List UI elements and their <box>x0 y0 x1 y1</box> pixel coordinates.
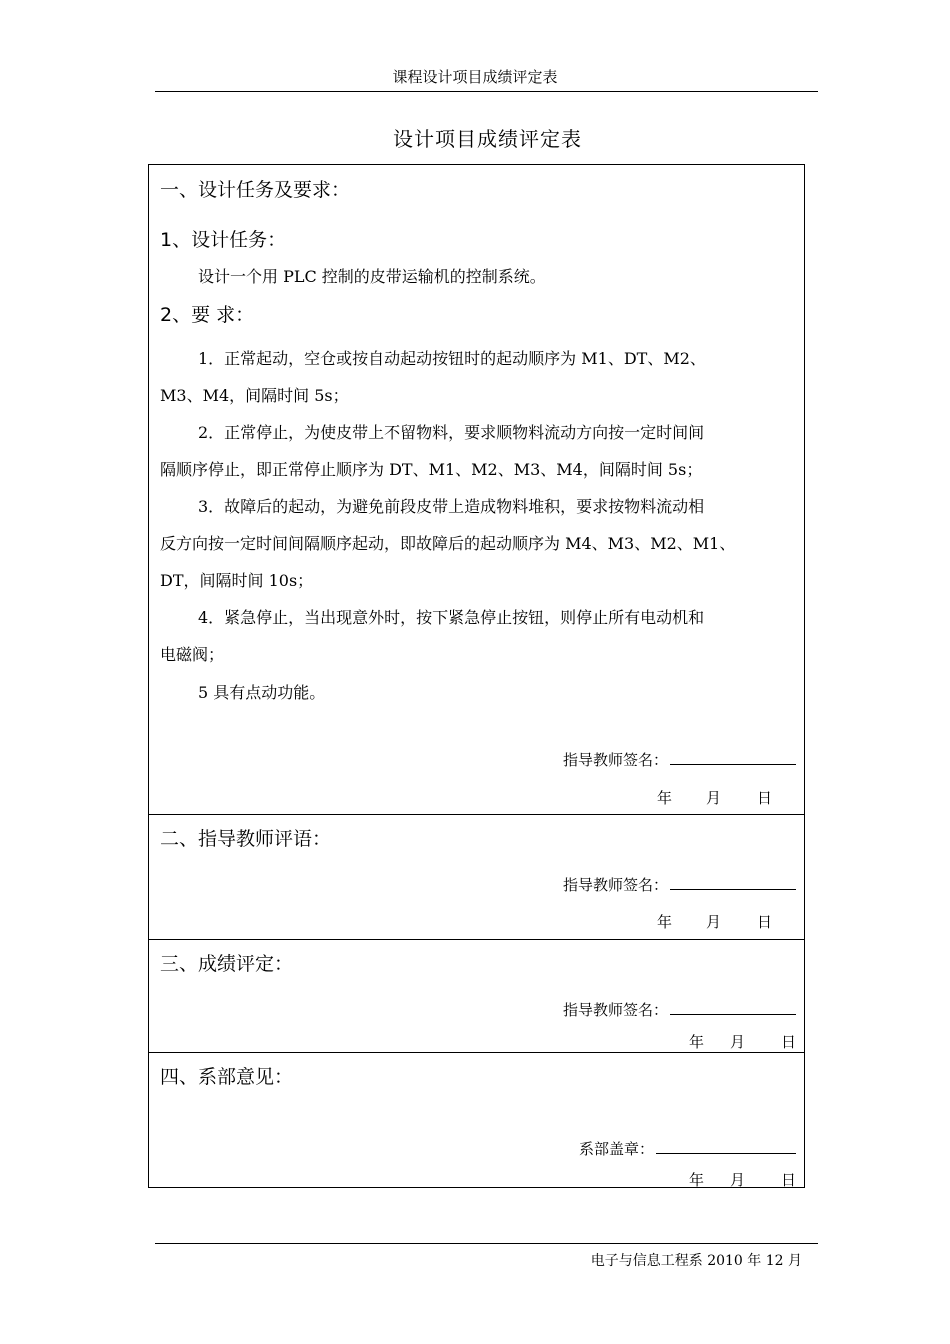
date-day: 日 <box>780 1171 796 1189</box>
date-month: 月 <box>705 913 721 931</box>
req-line-5: 3．故障后的起动，为避免前段皮带上造成物料堆积，要求按物料流动相 <box>198 497 705 516</box>
signature-label: 指导教师签名： <box>562 876 668 894</box>
req-line-10: 5 具有点动功能。 <box>198 683 326 702</box>
req-line-1: 1．正常起动，空仓或按自动起动按钮时的起动顺序为 M1、DT、M2、 <box>198 349 706 368</box>
date-day: 日 <box>756 913 772 931</box>
signature-line[interactable] <box>670 750 796 765</box>
date-month: 月 <box>705 789 721 807</box>
req-line-8: 4．紧急停止，当出现意外时，按下紧急停止按钮，则停止所有电动机和 <box>198 608 705 627</box>
date-row-4 <box>689 1169 796 1190</box>
signature-line[interactable] <box>670 1000 796 1015</box>
date-row-1 <box>657 787 772 808</box>
req-line-2: M3、M4，间隔时间 5s； <box>160 386 349 405</box>
supervisor-signature-1[interactable] <box>563 749 796 770</box>
date-day: 日 <box>780 1033 796 1051</box>
date-year: 年 <box>656 789 672 807</box>
requirements-heading: 2、要 求： <box>160 304 255 326</box>
req-line-9: 电磁阀； <box>160 645 225 664</box>
date-row-3 <box>689 1031 796 1052</box>
req-line-7: DT，间隔时间 10s； <box>160 571 314 590</box>
section-divider <box>149 939 804 940</box>
evaluation-form <box>148 164 805 1188</box>
task-heading: 1、设计任务： <box>160 229 287 251</box>
date-year: 年 <box>688 1171 704 1189</box>
req-line-4: 隔顺序停止，即正常停止顺序为 DT、M1、M2、M3、M4，间隔时间 5s； <box>160 460 703 479</box>
section2-heading: 二、指导教师评语： <box>160 828 332 850</box>
supervisor-signature-2[interactable] <box>563 874 796 895</box>
date-month: 月 <box>729 1171 745 1189</box>
section-divider <box>149 814 804 815</box>
header-rule <box>155 91 818 92</box>
stamp-label: 系部盖章： <box>578 1140 654 1158</box>
running-header: 课程设计项目成绩评定表 <box>392 68 558 86</box>
department-stamp[interactable] <box>579 1138 796 1159</box>
date-year: 年 <box>656 913 672 931</box>
page-title: 设计项目成绩评定表 <box>393 127 582 151</box>
footer-rule <box>155 1243 818 1244</box>
date-month: 月 <box>729 1033 745 1051</box>
section3-heading: 三、成绩评定： <box>160 953 294 975</box>
date-year: 年 <box>688 1033 704 1051</box>
signature-line[interactable] <box>670 875 796 890</box>
section4-heading: 四、系部意见： <box>160 1066 294 1088</box>
task-text: 设计一个用 PLC 控制的皮带运输机的控制系统。 <box>198 267 546 286</box>
signature-label: 指导教师签名： <box>562 1001 668 1019</box>
req-line-6: 反方向按一定时间间隔顺序起动，即故障后的起动顺序为 M4、M3、M2、M1、 <box>160 534 736 553</box>
signature-label: 指导教师签名： <box>562 751 668 769</box>
supervisor-signature-3[interactable] <box>563 999 796 1020</box>
date-day: 日 <box>756 789 772 807</box>
req-line-3: 2．正常停止，为使皮带上不留物料，要求顺物料流动方向按一定时间间 <box>198 423 705 442</box>
date-row-2 <box>657 911 772 932</box>
section1-heading: 一、设计任务及要求： <box>160 179 351 201</box>
section-divider <box>149 1052 804 1053</box>
stamp-line[interactable] <box>656 1139 796 1154</box>
footer-text: 电子与信息工程系 2010 年 12 月 <box>590 1253 802 1269</box>
